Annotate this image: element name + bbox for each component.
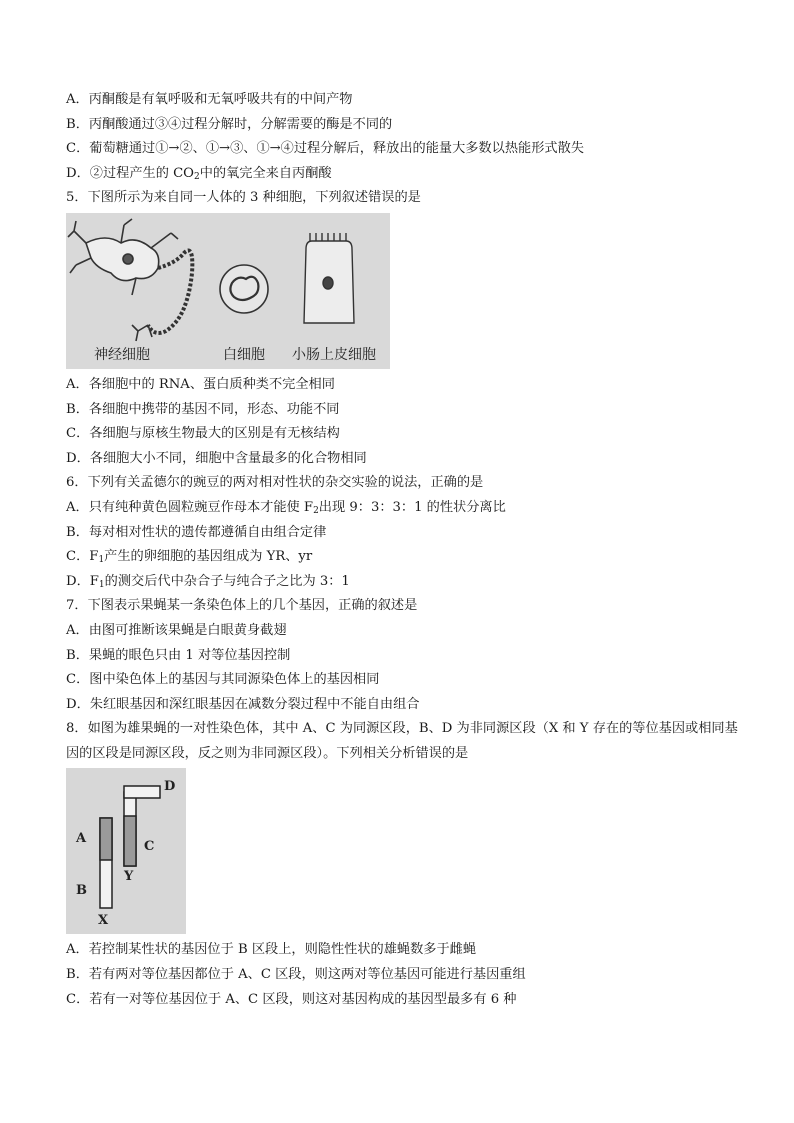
fig-label-wbc: 白细胞 (223, 346, 265, 363)
q8-stem: 8．如图为雄果蝇的一对性染色体，其中 A、C 为同源区段，B、D 为非同源区段（X 和 Y 存在的等位基因或相同基因的区段是同源区段，反之则为非同源区段）。下列相关分析错误的是 (66, 721, 738, 761)
q5-option-b: B．各细胞中携带的基因不同，形态、功能不同 (66, 401, 340, 417)
label-b: B (76, 883, 87, 899)
label-d: D (164, 779, 176, 795)
q4-option-b: B．丙酮酸通过③④过程分解时，分解需要的酶是不同的 (66, 116, 393, 132)
x-segment-a (100, 818, 112, 860)
fig-label-neuron: 神经细胞 (94, 346, 150, 363)
label-c: C (144, 839, 155, 855)
label-x: X (98, 913, 109, 929)
q8-option-c: C．若有一对等位基因位于 A、C 区段，则这对基因构成的基因型最多有 6 种 (66, 991, 517, 1007)
neuron-drawing (68, 219, 192, 341)
q4-option-d: D．②过程产生的 $CO_2$中的氧完全来自丙酮酸 (66, 165, 332, 182)
q7-option-c: C．图中染色体上的基因与其同源染色体上的基因相同 (66, 672, 380, 688)
q6-option-c: C．$F_1$产生的卵细胞的基因组成为 YR、yr (66, 549, 313, 566)
q4-option-c: C．葡萄糖通过①→②、①→③、①→④过程分解后，释放出的能量大多数以热能形式散失 (66, 141, 584, 157)
q6-option-d: D．$F_1$的测交后代中杂合子与纯合子之比为 3：1 (66, 573, 350, 590)
q5-option-c: C．各细胞与原核生物最大的区别是有无核结构 (66, 426, 340, 442)
q7-option-a: A．由图可推断该果蝇是白眼黄身截翅 (66, 622, 287, 638)
epithelial-cell-drawing (304, 233, 354, 323)
q6-option-a: A．只有纯种黄色圆粒豌豆作母本才能使 $F_2$出现 9：3：3：1 的性状分离比 (66, 499, 506, 516)
q5-option-a: A．各细胞中的 RNA、蛋白质种类不完全相同 (66, 376, 335, 392)
q7-option-b: B．果蝇的眼色只由 1 对等位基因控制 (66, 647, 291, 663)
fig-label-epithelial: 小肠上皮细胞 (292, 346, 376, 363)
q8-option-a: A．若控制某性状的基因位于 B 区段上，则隐性性状的雄蝇数多于雌蝇 (66, 942, 477, 958)
cell-illustration (66, 213, 390, 369)
q5-option-d: D．各细胞大小不同，细胞中含量最多的化合物相同 (66, 450, 367, 466)
q5-stem: 5．下图所示为来自同一人体的 3 种细胞，下列叙述错误的是 (66, 190, 421, 206)
q7-stem: 7．下图表示果蝇某一条染色体上的几个基因，正确的叙述是 (66, 598, 418, 614)
q4-option-a: A．丙酮酸是有氧呼吸和无氧呼吸共有的中间产物 (66, 92, 353, 107)
label-y: Y (124, 869, 134, 885)
q6-stem: 6．下列有关孟德尔的豌豆的两对相对性状的杂交实验的说法，正确的是 (66, 475, 484, 491)
cell-figure (66, 213, 390, 369)
y-segment-d (124, 786, 160, 798)
label-a: A (76, 831, 87, 847)
exam-page (66, 88, 746, 1012)
white-blood-cell-drawing (220, 265, 268, 313)
q6-option-b: B．每对相对性状的遗传都遵循自由组合定律 (66, 524, 327, 540)
q8-option-b: B．若有两对等位基因都位于 A、C 区段，则这两对等位基因可能进行基因重组 (66, 967, 526, 983)
sex-chromosome-figure (66, 768, 186, 934)
y-segment-c (124, 816, 136, 866)
q7-option-d: D．朱红眼基因和深红眼基因在减数分裂过程中不能自由组合 (66, 696, 420, 712)
chromosome-illustration (66, 768, 186, 934)
